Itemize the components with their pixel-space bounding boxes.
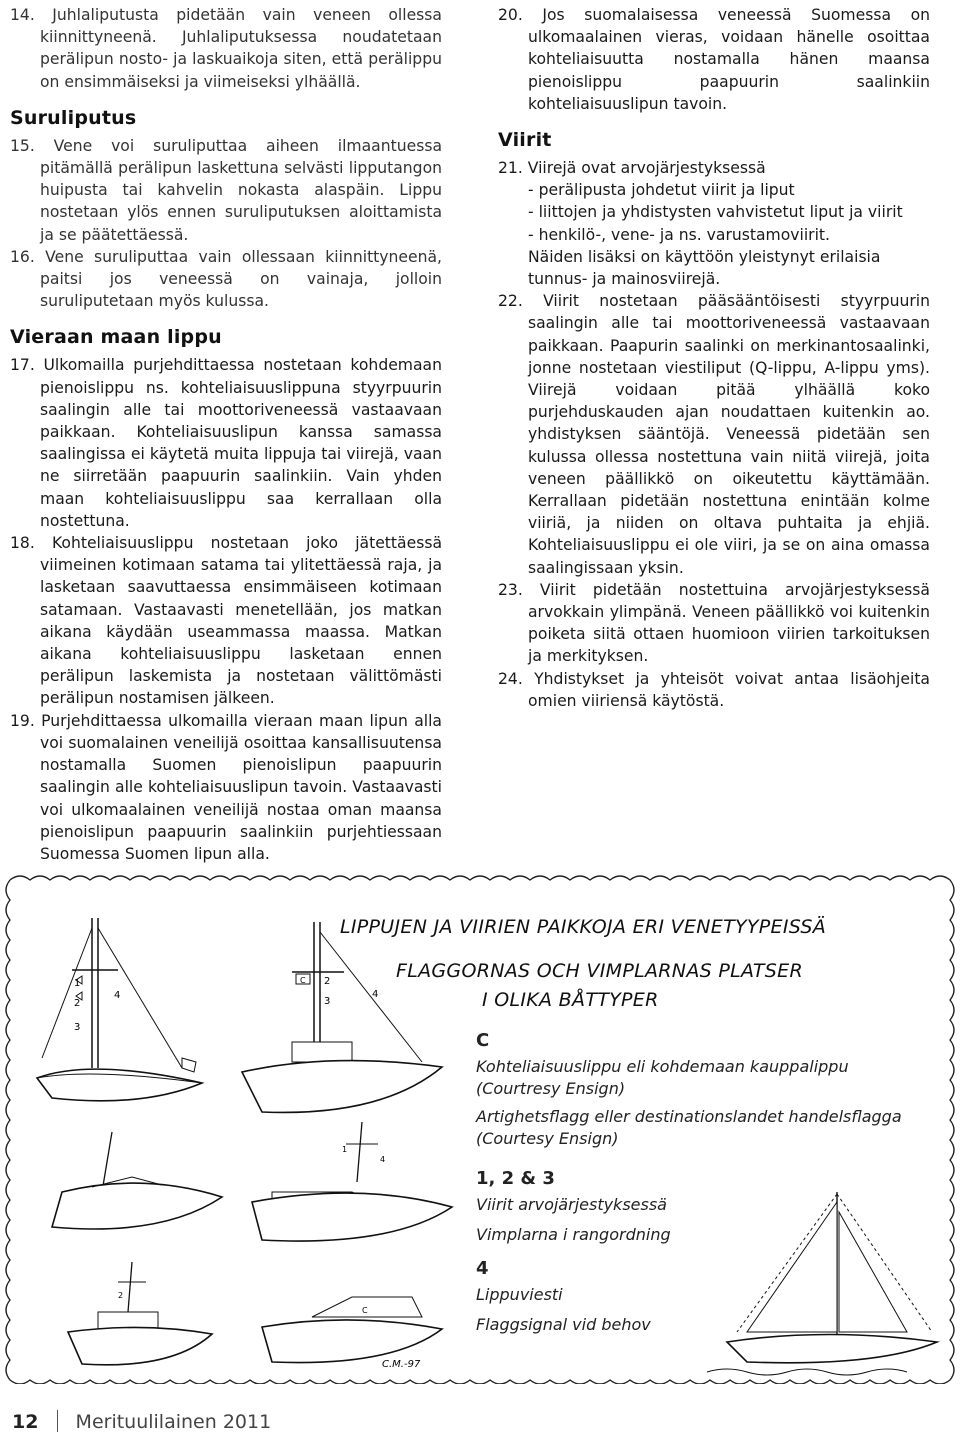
paragraph-21-intro: 21. Viirejä ovat arvojärjestyksessä [498,159,766,178]
yacht-dressed-overall-drawing [707,1192,947,1382]
label-3: 3 [324,996,331,1007]
legend-key: 1, 2 & 3 [476,1168,555,1189]
label-2: 2 [118,1291,124,1300]
paragraph-17: 17. Ulkomailla purjehdittaessa nostetaan kohdemaan pienoislippu ns. kohteliaisuuslippuna styyrpuurin saalingin alle tai moottoriveneessä vastaavaan paikkaan. Kohteliaisuuslipun kanssa samassa saalingissa ei käytetä muita lippuja tai viirejä, vaan ne siirretään paapuurin saalinkiin. Vain yhden maan kohteliaisuuslippu saa kerrallaan olla nostettuna. [10,356,442,530]
paragraph-21-item: - perälipusta johdetut viirit ja liput [528,181,795,200]
legend-text-sv: Flaggsignal vid behov [476,1315,651,1334]
paragraph-23: 23. Viirit pidetään nostettuina arvojärjestyksessä arvokkain ylimpänä. Veneen päällikkö voi kuitenkin poiketa siitä ottaen huomioon viirien tarkoituksen ja merkityksen. [498,580,930,666]
legend-text-sv: Vimplarna i rangordning [476,1225,671,1244]
legend-text-fi: Lippuviesti [476,1285,563,1304]
motorboat-drawing [32,1122,232,1242]
page-footer [12,1410,271,1433]
paragraph-22: 22. Viirit nostetaan pääsääntöisesti styyrpuurin saalingin alle tai moottoriveneessä vastaavaan paikkaan. Paapurin saalinki on merkinantosaalinki, jonne nostetaan viestiliput (Q-lippu, A-lippu yms). Viirejä voidaan pitää ylhäällä koko purjehduskauden ajan noudattaen kuitenkin ao. yhdistyksen sääntöjä. Veneessä pidetään sen kulussa ollessa nostettuna vain niitä viirejä, joita veneen päällikkö on oikeutettu käyttämään. Kerrallaan pidetään nostettuna enintään kolme viiriä, ja niiden on oltava puhtaita ja ehjiä. Kohteliaisuuslippu ei ole viiri, ja se on aina omassa saalingissaan yksin. [498,292,930,577]
heading-suruliputus: Suruliputus [10,106,137,129]
flag-placement-figure [2,872,957,1384]
figure-title-swedish-line1: FLAGGORNAS OCH VIMPLARNAS PLATSER [396,960,803,982]
sailboat-drawing [32,908,222,1108]
label-3: 3 [74,1022,81,1033]
paragraph-19: 19. Purjehdittaessa ulkomailla vieraan maan lipun alla voi suomalainen veneilijä osoittaa kansallisuutensa nostamalla Suomen pienoislipun paapuurin saalingin alle kohteliaisuuslipun tavoin. Vastaavasti voi ulkomaalainen veneilijä nostaa oman maansa pienoislipun paapuurin saalinkiin purjehtiessaan Suomessa Suomen lipun alla. [10,711,442,863]
left-column [10,4,442,865]
label-4: 4 [372,989,379,1000]
footer-divider [57,1410,58,1432]
cabin-boat-drawing [62,1252,222,1372]
paragraph-15: 15. Vene voi suruliputtaa aiheen ilmaantuessa pitämällä perälipun laskettuna selvästi lipputangon huipusta tai kahvelin nokasta alaspäin. Lippu nostetaan ylös ennen suruliputuksen aloittamista ja se päätettäessä. [10,136,442,244]
artist-signature: C.M.-97 [382,1359,421,1370]
label-4: 4 [114,990,121,1001]
motorsailer-drawing [232,922,452,1132]
label-1: 1 [74,978,81,989]
legend-key: C [476,1030,490,1051]
label-c: C [300,976,306,985]
paragraph-24: 24. Yhdistykset ja yhteisöt voivat antaa lisäohjeita omien viiriensä käytöstä. [498,669,930,710]
publication-name: Merituulilainen 2011 [75,1411,272,1433]
right-column [498,4,930,712]
label-1: 1 [342,1145,348,1154]
paragraph-21-item: - henkilö-, vene- ja ns. varustamoviirit. [528,225,830,244]
paragraph-21-item: - liittojen ja yhdistysten vahvistetut liput ja viirit [528,203,903,222]
legend-text-fi: Viirit arvojärjestyksessä [476,1195,667,1214]
legend-text-fi: Kohteliaisuuslippu eli kohdemaan kauppalippu (Courtresy Ensign) [476,1057,849,1098]
label-2: 2 [324,976,331,987]
page-number: 12 [12,1411,39,1433]
label-2: 2 [74,998,81,1009]
heading-viirit: Viirit [498,129,552,152]
figure-title-swedish-line2: I OLIKA BÅTTYPER [482,989,659,1011]
cruiser-drawing [252,1267,452,1377]
legend-text-sv: Artighetsflagg eller destinationslandet handelsflagga (Courtesy Ensign) [476,1107,902,1148]
motorboat-with-mast-drawing [242,1122,462,1252]
paragraph-14: 14. Juhlaliputusta pidetään vain veneen ollessa kiinnittyneenä. Juhlaliputuksessa noudatetaan perälipun nosto- ja laskuaikoja siten, että perälippu on ensimmäiseksi ja viimeiseksi ylhäällä. [10,6,442,91]
paragraph-18: 18. Kohteliaisuuslippu nostetaan joko jätettäessä viimeinen kotimaan satama tai ylitettäessä raja, ja lasketaan saavuttaessa ensimmäiseen kotimaan satamaan. Vastaavasti menetellään, jos matkan aikana käydään useammassa maassa. Matkan aikana kohteliaisuuslippu lasketaan ennen perälipun laskemista ja nostetaan välittömästi perälipun nostamisen jälkeen. [10,534,442,708]
figure-title-finnish: LIPPUJEN JA VIIRIEN PAIKKOJA ERI VENETYYPEISSÄ [340,916,827,938]
paragraph-20: 20. Jos suomalaisessa veneessä Suomessa on ulkomaalainen vieras, voidaan hänelle osoittaa kohteliaisuutta nostamalla hänen maansa pienoislippu paapuurin saalinkiin kohteliaisuuslipun tavoin. [498,6,930,113]
legend-key: 4 [476,1258,489,1279]
label-4: 4 [380,1155,386,1164]
heading-vieraan-maan-lippu: Vieraan maan lippu [10,326,222,349]
label-c: C [362,1306,368,1315]
paragraph-16: 16. Vene suruliputtaa vain ollessaan kiinnittyneenä, paitsi jos veneessä on vainaja, jolloin suruliputetaan myös kulussa. [10,247,442,311]
paragraph-21-extra: Näiden lisäksi on käyttöön yleistynyt erilaisia tunnus- ja mainosviirejä. [528,247,881,289]
legend-courtesy [476,1030,926,1150]
